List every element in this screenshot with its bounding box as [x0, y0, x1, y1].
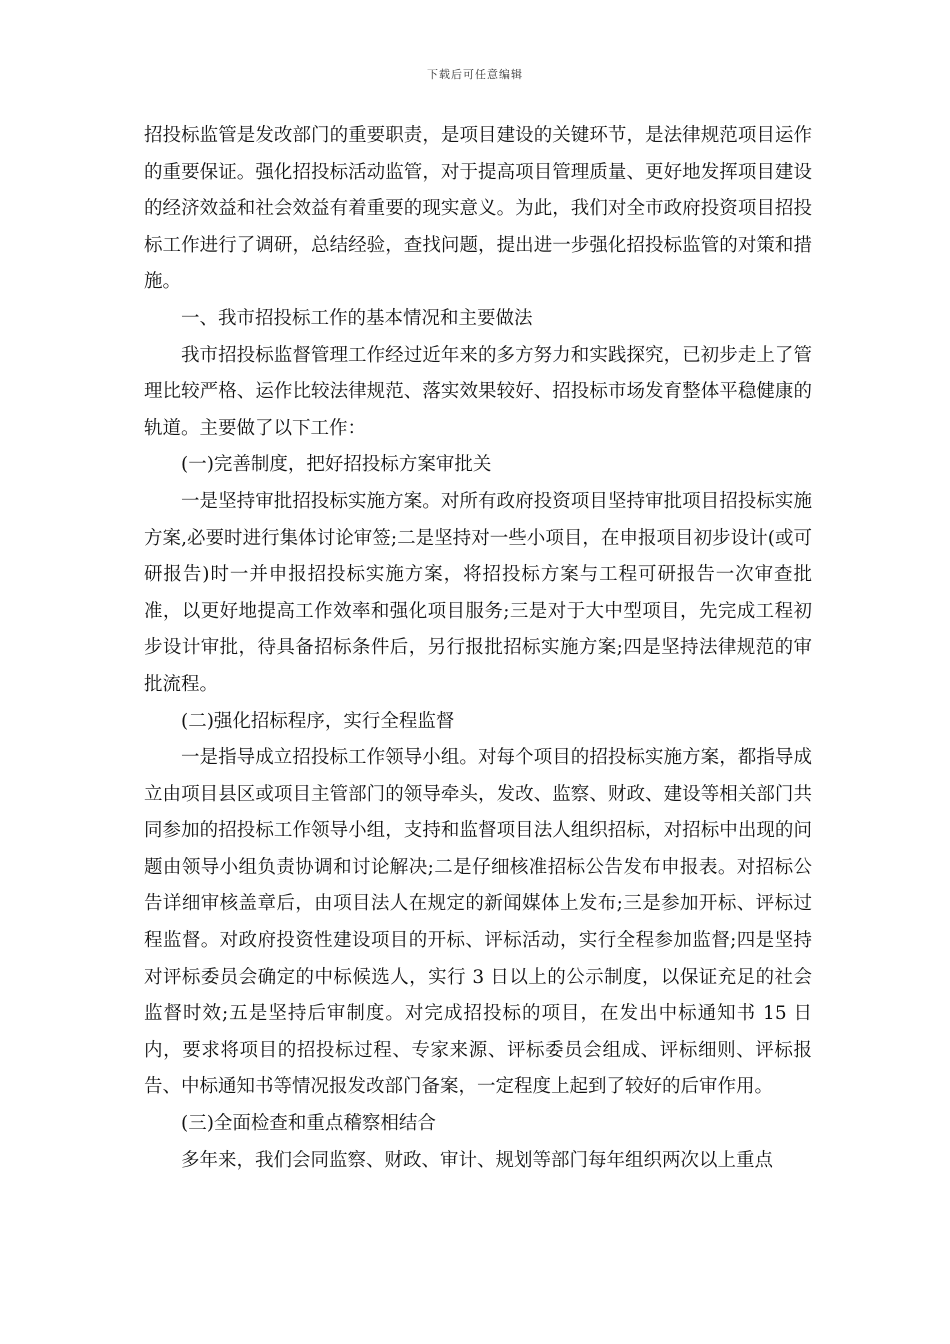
- paragraph-overview: 我市招投标监督管理工作经过近年来的多方努力和实践探究，已初步走上了管理比较严格、运作比较法律规范、落实效果较好、招投标市场发育整体平稳健康的轨道。主要做了以下工作：: [144, 344, 812, 439]
- paragraph-supervision: 一是指导成立招投标工作领导小组。对每个项目的招投标实施方案，都指导成立由项目县区或项目主管部门的领导牵头，发改、监察、财政、建设等相关部门共同参加的招投标工作领导小组，支持和监督项目法人组织招标，对招标中出现的问题由领导小组负责协调和讨论解决;二是仔细核准招标公告发布申报表。对招标公告详细审核盖章后，由项目法人在规定的新闻媒体上发布;三是参加开标、评标过程监督。对政府投资性建设项目的开标、评标活动，实行全程参加监督;四是坚持对评标委员会确定的中标候选人，实行 3 日以上的公示制度，以保证充足的社会监督时效;五是坚持后审制度。对完成招投标的项目，在发出中标通知书 15 日内，要求将项目的招投标过程、专家来源、评标委员会组成、评标细则、评标报告、中标通知书等情况报发改部门备案，一定程度上起到了较好的后审作用。: [144, 747, 812, 1098]
- section-heading-1: 一、我市招投标工作的基本情况和主要做法: [181, 307, 533, 329]
- paragraph-intro: 招投标监管是发改部门的重要职责，是项目建设的关键环节，是法律规范项目运作的重要保证。强化招投标活动监管，对于提高项目管理质量、更好地发挥项目建设的经济效益和社会效益有着重要的现实意义。为此，我们对全市政府投资项目招投标工作进行了调研，总结经验，查找问题，提出进一步强化招投标监管的对策和措施。: [144, 125, 812, 293]
- paragraph-approval: 一是坚持审批招投标实施方案。对所有政府投资项目坚持审批项目招投标实施方案,必要时进行集体讨论审签;二是坚持对一些小项目，在申报项目初步设计(或可研报告)时一并申报招投标实施方案，将招投标方案与工程可研报告一次审查批准，以更好地提高工作效率和强化项目服务;三是对于大中型项目，先完成工程初步设计审批，待具备招标条件后，另行报批招标实施方案;四是坚持法律规范的审批流程。: [144, 490, 812, 695]
- page-header-note: 下载后可任意编辑: [427, 68, 523, 81]
- subheading-2: (二)强化招标程序，实行全程监督: [181, 710, 455, 732]
- document-body: [144, 118, 812, 1179]
- subheading-1: (一)完善制度，把好招投标方案审批关: [181, 454, 492, 476]
- paragraph-inspection: 多年来，我们会同监察、财政、审计、规划等部门每年组织两次以上重点: [181, 1149, 774, 1171]
- subheading-3: (三)全面检查和重点稽察相结合: [181, 1113, 436, 1135]
